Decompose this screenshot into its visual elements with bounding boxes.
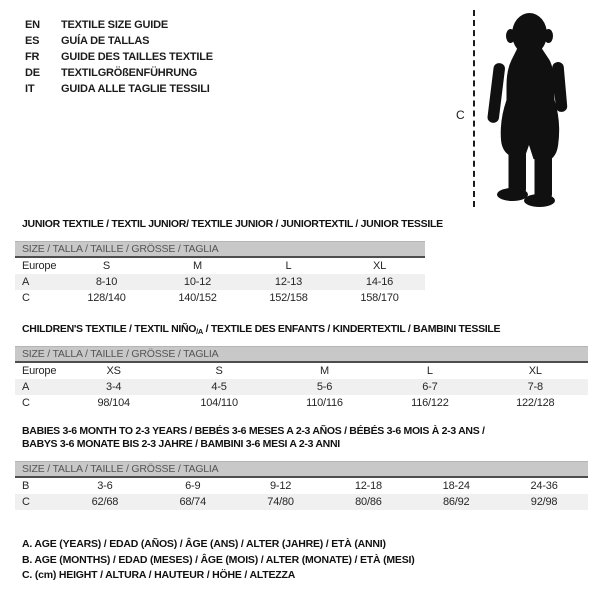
table-row: [15, 379, 588, 395]
age-cell: 24-36: [530, 480, 558, 492]
height-cell: 74/80: [237, 494, 325, 510]
height-cell: 86/92: [412, 494, 500, 510]
language-code: IT: [25, 83, 35, 95]
table-row: [15, 290, 425, 306]
age-cell: 3-6: [97, 480, 113, 492]
language-title: GUIDE DES TAILLES TEXTILE: [61, 51, 213, 63]
height-cell: 140/152: [178, 292, 217, 304]
height-cell: 110/116: [306, 397, 343, 409]
row-label: C: [22, 292, 30, 304]
language-code: DE: [25, 67, 40, 79]
size-cell: S: [102, 260, 111, 272]
age-cell: 8-10: [61, 274, 152, 290]
language-row-it: [25, 81, 213, 97]
height-cell: 116/122: [411, 397, 449, 409]
row-label: Europe: [22, 365, 57, 377]
table-row: [15, 258, 425, 274]
age-cell: 9-12: [269, 480, 292, 492]
children-section-title: [22, 323, 588, 338]
table-row: [15, 274, 425, 290]
size-cell: L: [426, 365, 433, 377]
size-cell: M: [193, 260, 202, 272]
height-dashed-line: [473, 10, 475, 207]
height-cell: 68/74: [149, 494, 237, 510]
row-label: C: [15, 494, 61, 510]
age-cell: 7-8: [483, 379, 588, 395]
age-cell: 10-12: [152, 274, 243, 290]
size-cell: XL: [528, 365, 542, 377]
language-title: GUIDA ALLE TAGLIE TESSILI: [61, 83, 210, 95]
table-row: [15, 363, 588, 379]
height-cell: 152/158: [269, 292, 308, 304]
language-code: EN: [25, 19, 40, 31]
size-cell: L: [285, 260, 292, 272]
children-size-header-bar: SIZE / TALLA / TAILLE / GRÖSSE / TAGLIA: [15, 346, 588, 363]
size-cell: S: [215, 365, 223, 377]
language-code: FR: [25, 51, 40, 63]
legend-notes: [22, 537, 415, 584]
table-row: [15, 395, 588, 411]
age-cell: 14-16: [334, 274, 425, 290]
row-label: A: [15, 274, 61, 290]
height-measure-figure: [450, 6, 590, 211]
height-cell: 104/110: [200, 397, 238, 409]
age-cell: 6-7: [377, 379, 482, 395]
children-title-subscript: /A: [196, 327, 204, 336]
age-cell: 4-5: [166, 379, 271, 395]
language-title-list: [25, 17, 213, 97]
language-title: TEXTILGRÖßENFÜHRUNG: [61, 67, 198, 79]
height-cell: 92/98: [500, 494, 588, 510]
language-row-de: [25, 65, 213, 81]
babies-section-title: [22, 425, 588, 451]
baby-silhouette-icon: [486, 8, 574, 208]
language-row-en: [25, 17, 213, 33]
children-title-post: / TEXTILE DES ENFANTS / KINDERTEXTIL / BAMBINI TESSILE: [203, 323, 501, 335]
children-title-pre: CHILDREN'S TEXTILE / TEXTIL NIÑO: [22, 323, 197, 335]
babies-size-header-bar: SIZE / TALLA / TAILLE / GRÖSSE / TAGLIA: [15, 461, 588, 478]
section-childrens-textile: [15, 323, 588, 411]
section-babies-textile: [15, 425, 588, 510]
height-cell: 98/104: [97, 397, 130, 409]
age-cell: 12-13: [243, 274, 334, 290]
height-cell: 122/128: [516, 397, 555, 409]
age-cell: 5-6: [272, 379, 377, 395]
language-row-es: [25, 33, 213, 49]
row-label: B: [22, 480, 30, 492]
size-cell: XL: [372, 260, 387, 272]
height-cell: 128/140: [87, 292, 126, 304]
size-cell: XS: [106, 365, 121, 377]
height-cell: 158/170: [360, 292, 399, 304]
junior-size-table: [15, 258, 425, 306]
height-cell: 62/68: [61, 494, 149, 510]
age-cell: 12-18: [354, 480, 382, 492]
babies-size-table: [15, 478, 588, 510]
language-row-fr: [25, 49, 213, 65]
age-cell: 6-9: [185, 480, 201, 492]
language-code: ES: [25, 35, 40, 47]
children-size-table: [15, 363, 588, 411]
age-cell: 3-4: [61, 379, 166, 395]
row-label: C: [22, 397, 30, 409]
note-age-months: B. AGE (MONTHS) / EDAD (MESES) / ÂGE (MOIS) / ALTER (MONATE) / ETÀ (MESI): [22, 553, 415, 566]
table-row: [15, 494, 588, 510]
section-junior-textile: [15, 218, 443, 306]
babies-title-line2: BABYS 3-6 MONATE BIS 2-3 JAHRE / BAMBINI 3-6 MESI A 2-3 ANNI: [22, 438, 340, 450]
height-measure-label: C: [456, 108, 465, 122]
junior-section-title: JUNIOR TEXTILE / TEXTIL JUNIOR/ TEXTILE JUNIOR / JUNIORTEXTIL / JUNIOR TESSILE: [22, 218, 443, 230]
age-cell: 18-24: [442, 480, 470, 492]
size-cell: M: [319, 365, 329, 377]
language-title: GUÍA DE TALLAS: [61, 35, 150, 47]
language-title: TEXTILE SIZE GUIDE: [61, 19, 169, 31]
note-height-cm: C. (cm) HEIGHT / ALTURA / HAUTEUR / HÖHE / ALTEZZA: [22, 569, 296, 581]
height-cell: 80/86: [324, 494, 412, 510]
note-age-years: A. AGE (YEARS) / EDAD (AÑOS) / ÂGE (ANS) / ALTER (JAHRE) / ETÀ (ANNI): [22, 538, 386, 550]
babies-title-line1: BABIES 3-6 MONTH TO 2-3 YEARS / BEBÉS 3-6 MESES A 2-3 AÑOS / BÉBÉS 3-6 MOIS À 2-3 ANS /: [22, 425, 485, 437]
junior-size-header-bar: SIZE / TALLA / TAILLE / GRÖSSE / TAGLIA: [15, 241, 425, 258]
row-label: A: [15, 379, 61, 395]
table-row: [15, 478, 588, 494]
row-label: Europe: [22, 260, 57, 272]
